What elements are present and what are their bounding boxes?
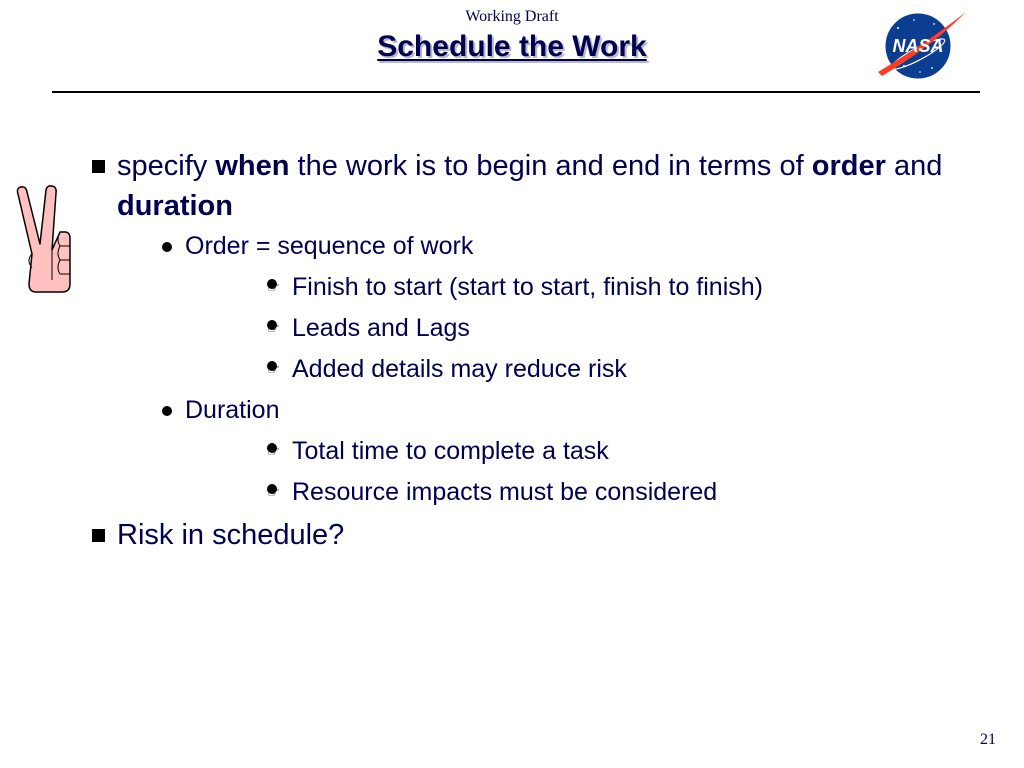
bullet-risk xyxy=(86,515,986,555)
sub-list-duration xyxy=(185,431,986,513)
bullet-order-item-2 xyxy=(185,308,986,349)
bullet-text-5: and xyxy=(885,150,943,182)
bullet-duration-item-text: Resource impacts must be considered xyxy=(292,478,718,506)
bullet-specify xyxy=(86,146,986,513)
bullet-duration-item-text: Total time to complete a task xyxy=(292,437,609,465)
bullet-text-duration: duration xyxy=(117,190,233,222)
bullet-text-1: specify xyxy=(117,150,216,182)
pointing-hand-icon: ☞ xyxy=(267,279,281,296)
square-bullet-icon xyxy=(92,529,105,542)
pointing-hand-icon: ☞ xyxy=(267,320,281,337)
dot-bullet-icon xyxy=(162,242,172,252)
nasa-logo-text: NASA xyxy=(892,36,944,56)
bullet-order-item-text: Leads and Lags xyxy=(292,314,470,342)
bullet-order-item-text: Finish to start (start to start, finish to finish) xyxy=(292,273,763,301)
bullet-risk-text: Risk in schedule? xyxy=(117,519,345,551)
square-bullet-icon xyxy=(92,160,105,173)
sub-list-order xyxy=(185,267,986,390)
bullet-order-label: Order = sequence of work xyxy=(185,232,474,260)
page-number: 21 xyxy=(980,731,996,748)
sub-list-level2 xyxy=(117,226,986,513)
bullet-order xyxy=(117,226,986,390)
bullet-order-item-3 xyxy=(185,349,986,390)
pointing-hand-icon: ☞ xyxy=(267,484,281,501)
dot-bullet-icon xyxy=(162,406,172,416)
bullet-duration xyxy=(117,390,986,513)
bullet-list xyxy=(86,146,986,557)
bullet-duration-item-2 xyxy=(185,472,986,513)
working-draft-label: Working Draft xyxy=(465,8,559,25)
nasa-logo xyxy=(874,6,970,86)
pointing-hand-icon: ☞ xyxy=(267,443,281,460)
title-rule xyxy=(52,91,980,93)
two-fingers-hand-icon xyxy=(12,184,74,296)
bullet-text-3: the work is to begin and end in terms of xyxy=(289,150,812,182)
bullet-order-item-text: Added details may reduce risk xyxy=(292,355,627,383)
bullet-duration-label: Duration xyxy=(185,396,280,424)
bullet-duration-item-1 xyxy=(185,431,986,472)
bullet-text-when: when xyxy=(215,150,290,182)
slide-title: Schedule the Work xyxy=(377,30,647,63)
bullet-text-order: order xyxy=(811,150,886,182)
pointing-hand-icon: ☞ xyxy=(267,361,281,378)
bullet-order-item-1 xyxy=(185,267,986,308)
